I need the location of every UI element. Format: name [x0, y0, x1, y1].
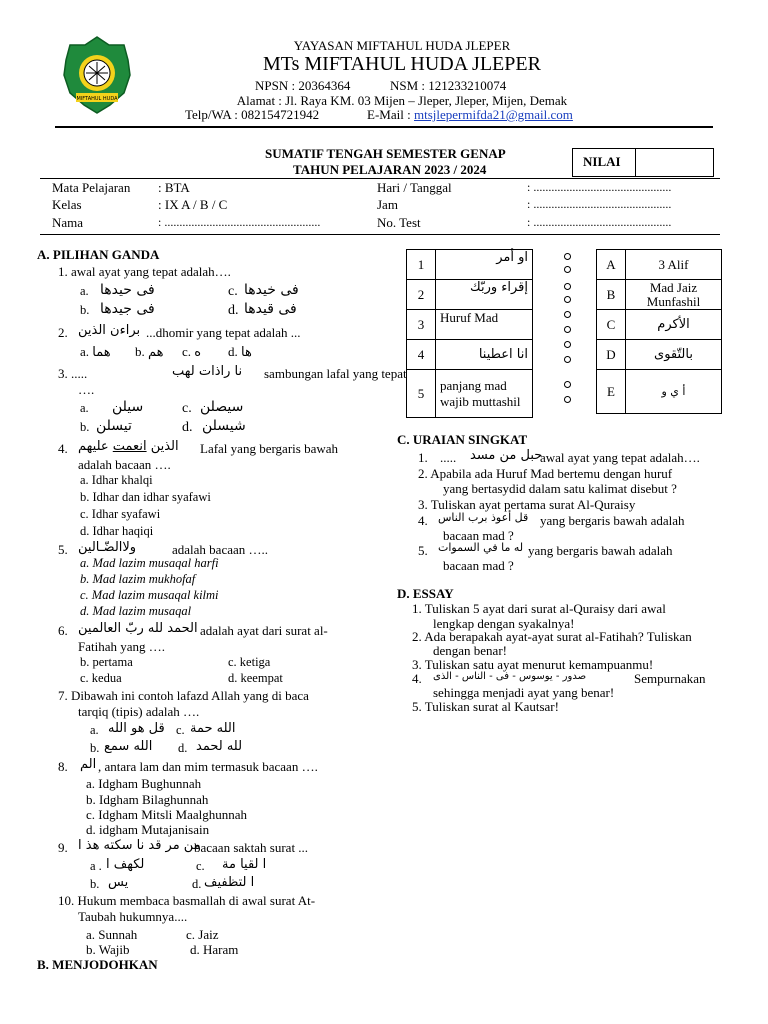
match-right-letter: E: [597, 370, 626, 414]
q7-c-label: c.: [176, 723, 185, 737]
match-left-row: [407, 280, 533, 310]
match-right-letter: C: [597, 310, 626, 340]
match-right-letter: B: [597, 280, 626, 310]
d4-text-2: sehingga menjadi ayat yang benar!: [433, 685, 615, 700]
q5-opt-c[interactable]: c. Mad lazim musaqal kilmi: [80, 588, 219, 602]
q9-c[interactable]: ا لقيا مة: [222, 857, 267, 872]
q3-arabic: نا راذات لهب: [172, 364, 243, 379]
nama-field[interactable]: : ....................................................: [158, 215, 321, 229]
q4-opt-c[interactable]: c. Idhar syafawi: [80, 507, 161, 521]
mapel-value: : BTA: [158, 180, 190, 195]
q4-opt-a[interactable]: a. Idhar khalqi: [80, 473, 153, 487]
match-dot[interactable]: [564, 283, 571, 290]
q2-d-label: d.: [228, 344, 238, 359]
match-left-term: إقراء وربّك: [436, 280, 533, 310]
q9-c-label: c.: [196, 859, 205, 873]
c5-arabic: له ما في السموات: [438, 541, 524, 554]
phone: Telp/WA : 082154721942: [185, 107, 320, 122]
q6-text-2: Fatihah yang ….: [78, 639, 166, 654]
match-left-term: panjang mad wajib muttashil: [436, 370, 533, 418]
q3-d-label: d.: [182, 420, 193, 435]
q5-number: 5.: [58, 542, 68, 557]
nilai-label: NILAI: [583, 154, 621, 169]
match-right-row: [597, 250, 722, 280]
q5-opt-a[interactable]: a. Mad lazim musaqal harfi: [80, 556, 219, 570]
match-left-table: [406, 249, 533, 418]
email-link[interactable]: mtsjlepermifda21@gmail.com: [414, 107, 573, 122]
q6-number: 6.: [58, 623, 68, 638]
q2-opt-d[interactable]: [228, 344, 252, 360]
c4-number: 4.: [418, 513, 428, 528]
school-address: Alamat : Jl. Raya KM. 03 Mijen – Jleper, Jleper, Mijen, Demak: [236, 93, 568, 108]
q2-d: ها: [241, 345, 252, 360]
q9-a[interactable]: لكهف ا: [106, 857, 145, 872]
logo-text: MIFTAHUL HUDA: [76, 96, 118, 102]
q4-text: Lafal yang bergaris bawah: [200, 441, 339, 456]
q3-a[interactable]: سيلن: [112, 399, 144, 415]
section-b-title: B. MENJODOHKAN: [37, 957, 158, 972]
c2: 2. Apabila ada Huruf Mad bertemu dengan huruf: [418, 466, 673, 481]
q5-arabic: ولاالضّـالين: [78, 540, 137, 555]
match-right-term: الأكرم: [626, 310, 722, 340]
match-right-row: [597, 340, 722, 370]
q2-c: ه: [194, 345, 202, 360]
match-right-letter: D: [597, 340, 626, 370]
nilai-field[interactable]: [635, 149, 636, 176]
q9-b-label: b.: [90, 877, 100, 891]
hari-label: Hari / Tanggal: [377, 180, 452, 195]
q2-opt-a[interactable]: [80, 344, 111, 360]
q3-dots: ….: [78, 382, 95, 397]
q3-number: 3. .....: [58, 366, 88, 381]
d5: 5. Tuliskan surat al Kautsar!: [412, 699, 559, 714]
q1-b[interactable]: فى جيدها: [100, 301, 155, 317]
match-right-row: [597, 310, 722, 340]
q6-text: adalah ayat dari surat al-: [200, 623, 328, 638]
q8-number: 8.: [58, 759, 68, 774]
d2: 2. Ada berapakah ayat-ayat surat al-Fatihah? Tuliskan: [412, 629, 692, 644]
c1-arabic: حبل من مسد: [470, 448, 543, 463]
q3-text: sambungan lafal yang tepat: [264, 366, 407, 381]
q4-ar-1: الذين: [150, 439, 179, 454]
q3-b[interactable]: تيسلن: [96, 418, 132, 434]
match-right-table: [596, 249, 722, 414]
match-right-letter: A: [597, 250, 626, 280]
match-dot[interactable]: [564, 326, 571, 333]
q10: 10. Hukum membaca basmallah di awal surat At-: [58, 893, 316, 908]
q2-number: 2.: [58, 325, 68, 340]
q3-d[interactable]: شيسلن: [202, 418, 246, 434]
q9-b[interactable]: يس: [108, 875, 129, 890]
q2-c-label: c.: [182, 344, 192, 359]
q3-b-label: b.: [80, 420, 90, 434]
d1-text-2: lengkap dengan syakalnya!: [433, 616, 575, 631]
match-dot[interactable]: [564, 296, 571, 303]
c5-text: yang bergaris bawah adalah: [528, 543, 673, 558]
q3-c-label: c.: [182, 401, 192, 416]
kelas-value: : IX A / B / C: [158, 197, 228, 212]
c3: 3. Tuliskan ayat pertama surat Al-Quraisy: [418, 497, 636, 512]
q1-d[interactable]: فى قيدها: [244, 301, 297, 317]
q2-opt-c[interactable]: [182, 344, 201, 360]
q9-d[interactable]: ا لتظفيف: [204, 875, 255, 890]
q9-a-label: a .: [90, 859, 102, 873]
match-dot[interactable]: [564, 381, 571, 388]
c2-text-2: yang bertasydid dalam satu kalimat disebut ?: [443, 481, 677, 496]
test-label: No. Test: [377, 215, 421, 230]
c4-text: yang bergaris bawah adalah: [540, 513, 685, 528]
q10-opt-c[interactable]: c. Jaiz: [186, 927, 219, 942]
q1-d-label: d.: [228, 303, 239, 318]
q8-arabic: الم: [80, 757, 97, 772]
hari-field[interactable]: : ..............................................: [527, 180, 672, 194]
match-right-term: 3 Alif: [626, 250, 722, 280]
match-left-number: 5: [407, 370, 436, 418]
d2-text-2: dengan benar!: [433, 643, 507, 658]
q9-arabic: من مر قد نا سكته هذ ا: [78, 838, 201, 853]
q10-opt-a[interactable]: a. Sunnah: [86, 927, 138, 942]
q4-opt-b[interactable]: b. Idhar dan idhar syafawi: [80, 490, 211, 504]
q2-a: هما: [92, 345, 111, 360]
q7-text-2: tarqiq (tipis) adalah ….: [78, 704, 200, 719]
d4-arabic: صدور - يوسوس - فى - الناس - الذى: [433, 671, 587, 682]
q8-opt-d[interactable]: d. idgham Mutajanisain: [86, 822, 210, 837]
match-right-row: [597, 370, 722, 414]
q4-ar-3: عليهم: [78, 439, 109, 454]
match-left-term: او أمر: [436, 250, 533, 280]
d4-number: 4.: [412, 671, 422, 686]
q7-b-label: b.: [90, 741, 100, 755]
q1-b-label: b.: [80, 303, 90, 317]
npsn: NPSN : 20364364: [255, 78, 351, 93]
q7-a-label: a.: [90, 723, 99, 737]
c5-number: 5.: [418, 543, 428, 558]
info-top-rule: [40, 178, 720, 179]
match-dot[interactable]: [564, 396, 571, 403]
q9-number: 9.: [58, 840, 68, 855]
q2-text: ...dhomir yang tepat adalah ...: [146, 325, 301, 340]
match-left-number: 2: [407, 280, 436, 310]
q8-text: , antara lam dan mim termasuk bacaan ….: [98, 759, 318, 774]
nsm: NSM : 121233210074: [390, 78, 507, 93]
nama-label: Nama: [52, 215, 84, 230]
q7-b[interactable]: الله سمع: [104, 739, 153, 754]
d1: 1. Tuliskan 5 ayat dari surat al-Quraisy dari awal: [412, 601, 666, 616]
q2-a-label: a.: [80, 344, 90, 359]
q4-arabic: [78, 439, 179, 454]
q6-opt-d[interactable]: d. keempat: [228, 671, 283, 685]
exam-title: SUMATIF TENGAH SEMESTER GENAP: [265, 146, 506, 161]
section-a-title: A. PILIHAN GANDA: [37, 247, 160, 262]
c4-arabic: قل أعوذ برب الناس: [438, 511, 529, 524]
c1-text: awal ayat yang tepat adalah….: [540, 450, 700, 465]
q7-a[interactable]: قل هو الله: [108, 721, 165, 736]
d3: 3. Tuliskan satu ayat menurut kemampuanmu!: [412, 657, 654, 672]
q4-number: 4.: [58, 441, 68, 456]
match-left-term: Huruf Mad: [436, 310, 533, 340]
match-left-row: [407, 340, 533, 370]
match-dot[interactable]: [564, 356, 571, 363]
q4-text-2: adalah bacaan ….: [78, 457, 171, 472]
q4-opt-d[interactable]: d. Idhar haqiqi: [80, 524, 154, 538]
q1-a[interactable]: فى حيدها: [100, 282, 155, 298]
match-dot[interactable]: [564, 266, 571, 273]
q8-opt-a[interactable]: a. Idgham Bughunnah: [86, 776, 202, 791]
match-dot[interactable]: [564, 311, 571, 318]
match-left-term: انا اعطينا: [436, 340, 533, 370]
c5-text-2: bacaan mad ?: [443, 558, 514, 573]
mapel-label: Mata Pelajaran: [52, 180, 131, 195]
section-d-title: D. ESSAY: [397, 586, 454, 601]
q5-opt-d[interactable]: d. Mad lazim musaqal: [80, 604, 192, 618]
q3-c[interactable]: سيصلن: [200, 399, 244, 415]
q5-text: adalah bacaan …..: [172, 542, 269, 557]
match-left-row: [407, 250, 533, 280]
q7-c[interactable]: الله حمة: [190, 721, 236, 736]
q1-a-label: a.: [80, 284, 89, 298]
match-left-number: 3: [407, 310, 436, 340]
exam-year: TAHUN PELAJARAN 2023 / 2024: [293, 162, 487, 177]
foundation-name: YAYASAN MIFTAHUL HUDA JLEPER: [293, 38, 511, 53]
kelas-label: Kelas: [52, 197, 82, 212]
q2-b-label: b.: [135, 344, 145, 359]
q1: 1. awal ayat yang tepat adalah….: [58, 264, 231, 279]
q2-b: هم: [148, 345, 164, 360]
email-label: E-Mail :: [367, 107, 411, 122]
q6-opt-b[interactable]: c. kedua: [80, 671, 122, 685]
jam-label: Jam: [377, 197, 398, 212]
q1-c-label: c.: [228, 284, 238, 299]
nilai-box: [572, 148, 714, 177]
q4-ar-underlined: انعمت: [112, 439, 147, 454]
test-field[interactable]: : ..............................................: [527, 215, 672, 229]
info-bottom-rule: [40, 234, 720, 235]
c1-dots: .....: [440, 450, 457, 465]
match-left-row: [407, 370, 533, 418]
c1-number: 1.: [418, 450, 428, 465]
jam-field[interactable]: : ..............................................: [527, 197, 672, 211]
q6-opt-c[interactable]: c. ketiga: [228, 655, 271, 669]
school-name: MTs MIFTAHUL HUDA JLEPER: [263, 53, 541, 75]
q9-text: bacaan saktah surat ...: [194, 840, 309, 855]
q7-d[interactable]: لله لحمد: [196, 739, 243, 754]
match-left-row: [407, 310, 533, 340]
match-dot[interactable]: [564, 341, 571, 348]
q10-text-2: Taubah hukumnya....: [78, 909, 188, 924]
match-right-term: أ ي و: [626, 370, 722, 414]
match-left-number: 4: [407, 340, 436, 370]
match-right-term: Mad Jaiz Munfashil: [626, 280, 722, 310]
match-right-row: [597, 280, 722, 310]
q3-a-label: a.: [80, 401, 89, 415]
c4-text-2: bacaan mad ?: [443, 528, 514, 543]
match-left-number: 1: [407, 250, 436, 280]
match-dot[interactable]: [564, 253, 571, 260]
q10-opt-b[interactable]: b. Wajib: [86, 942, 130, 957]
q8-opt-b[interactable]: b. Idgham Bilaghunnah: [86, 792, 209, 807]
header-divider: [55, 126, 713, 128]
section-c-title: C. URAIAN SINGKAT: [397, 432, 528, 447]
q7-d-label: d.: [178, 741, 188, 755]
q2-arabic: براءن الذين: [78, 323, 141, 338]
match-right-term: بالتّقوى: [626, 340, 722, 370]
q7: 7. Dibawah ini contoh lafazd Allah yang di baca: [58, 688, 309, 703]
d4-text: Sempurnakan: [634, 671, 706, 686]
q1-c[interactable]: فى خيدها: [244, 282, 299, 298]
q8-opt-c[interactable]: c. Idgham Mitsli Maalghunnah: [86, 807, 248, 822]
q6-arabic: الحمد لله ربّ العالمين: [78, 621, 198, 636]
q9-d-label: d.: [192, 877, 202, 891]
q6-opt-a[interactable]: b. pertama: [80, 655, 133, 669]
q2-opt-b[interactable]: [135, 344, 164, 360]
q10-opt-d[interactable]: d. Haram: [190, 942, 239, 957]
q5-opt-b[interactable]: b. Mad lazim mukhofaf: [80, 572, 196, 586]
